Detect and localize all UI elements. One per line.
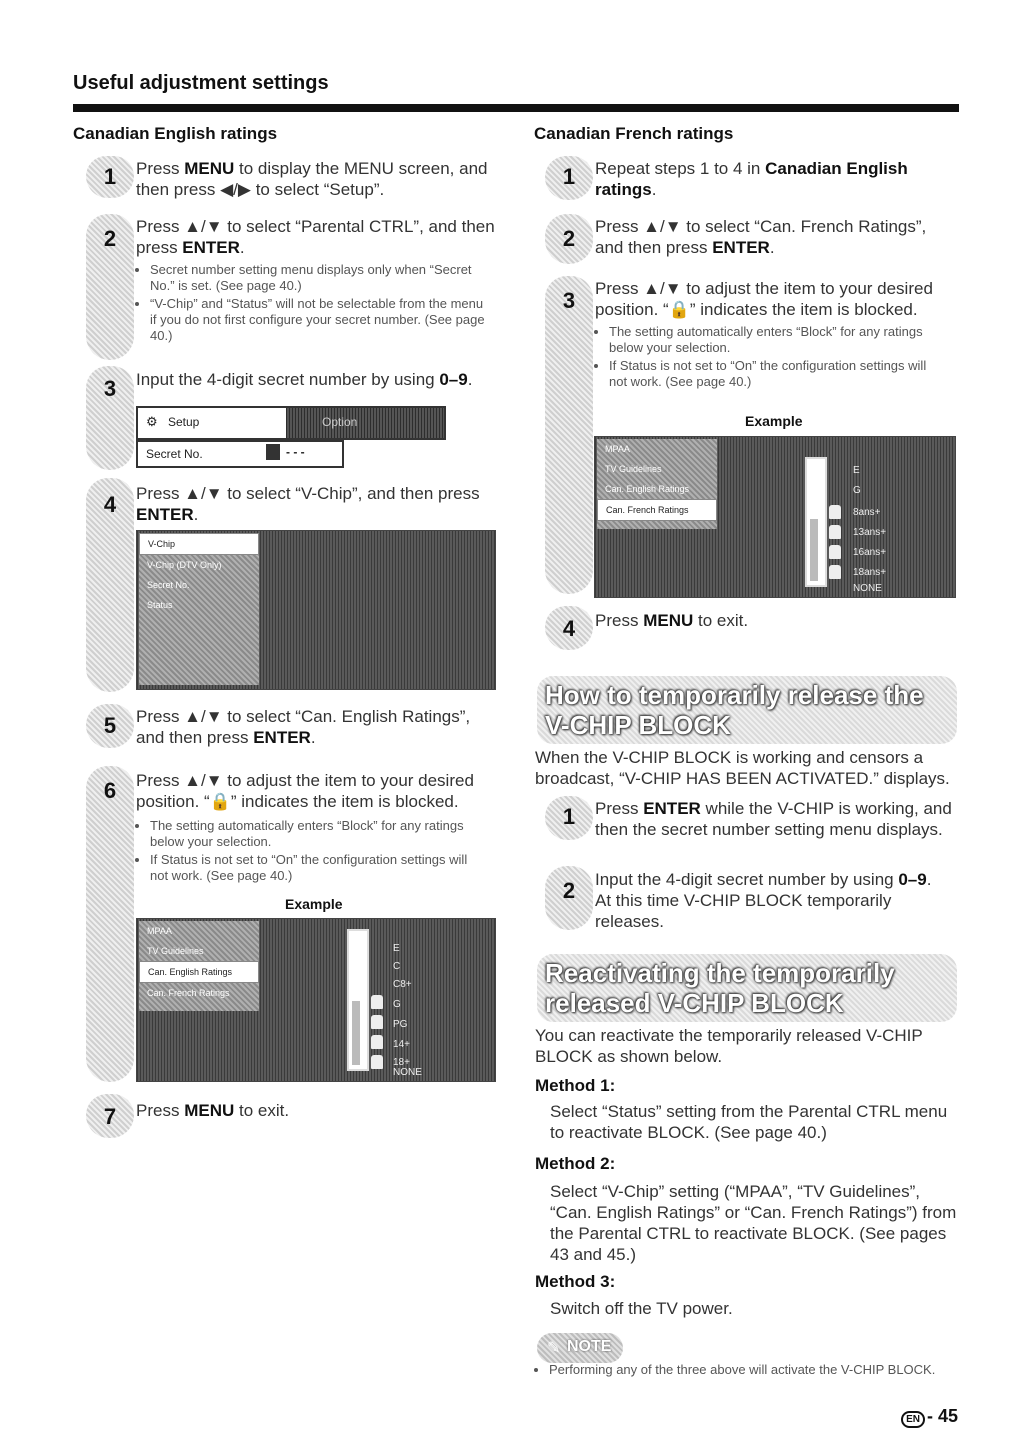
step-notes: • The setting automatically enters “Block” for any ratings below your selection. • If Status is not set to “On” the configuration settings will not work. (See page 40.) [136, 818, 488, 886]
secret-number-box [136, 440, 344, 468]
step-number: 4 [103, 492, 117, 517]
example-label: Example [285, 896, 343, 912]
rating-label: G [853, 485, 861, 496]
method-2-text: Select “V-Chip” setting (“MPAA”, “TV Guidelines”, “Can. English Ratings” or “Can. French Ratings”) from the Parental CTRL to reactivate BLOCK. (See pages 43 and 45.) [550, 1182, 957, 1264]
step-text: Repeat steps 1 to 4 in Canadian English ratings. [595, 159, 908, 199]
rating-label: 18+ [393, 1057, 410, 1068]
menu-item[interactable]: Can. French Ratings [597, 499, 717, 521]
method-3-text: Switch off the TV power. [550, 1299, 733, 1318]
step-text: Press MENU to exit. [595, 611, 749, 630]
lock-icon [371, 1035, 383, 1049]
vchip-menu-screen [136, 530, 496, 690]
secret-dashes: - - - [286, 445, 305, 459]
vchip-menu [139, 533, 259, 685]
menu-item[interactable]: Can. English Ratings [605, 484, 690, 494]
reactivate-banner [537, 954, 957, 1022]
lock-icon [829, 565, 841, 579]
menu-item[interactable]: Status [147, 600, 173, 610]
french-ratings-screen [594, 436, 956, 598]
option-label: Option [322, 415, 358, 429]
page-title: Useful adjustment settings [73, 72, 329, 94]
option-panel [286, 408, 444, 438]
step-text: Press ▲/▼ to adjust the item to your desired position. “🔒” indicates the item is blocked. [595, 279, 933, 319]
rating-label: 16ans+ [853, 547, 887, 558]
step-text: Press ▲/▼ to select “Parental CTRL”, and then press ENTER. [136, 217, 495, 257]
note-text: • Performing any of the three above will activate the V-CHIP BLOCK. [535, 1362, 955, 1380]
slider-fill [352, 1001, 360, 1065]
step-notes: • Secret number setting menu displays only when “Secret No.” is set. (See page 40.) • “V-Chip” and “Status” will not be selectable from the menu if you do not first configure your secret number. (See page 40.) [136, 262, 488, 346]
step-number: 7 [103, 1104, 117, 1129]
banner-title-line2: released V-CHIP BLOCK [545, 988, 844, 1018]
setup-icon: ⚙ [146, 414, 158, 429]
step-text: Press ▲/▼ to select “Can. French Ratings”, and then press ENTER. [595, 217, 927, 257]
menu-item[interactable]: V-Chip [139, 533, 259, 555]
note-icon: ✎ [547, 1340, 561, 1357]
slider-fill [810, 519, 818, 581]
rating-label: 14+ [393, 1039, 410, 1050]
release-banner [537, 676, 957, 744]
rating-slider[interactable] [347, 929, 369, 1071]
rating-label: C [393, 961, 401, 972]
step-number: 3 [103, 376, 117, 401]
step-text: Press MENU to exit. [136, 1101, 290, 1120]
step-notes: • The setting automatically enters “Block” for any ratings below your selection. • If Status is not set to “On” the configuration settings will not work. (See page 40.) [595, 324, 945, 392]
step-number: 2 [103, 226, 117, 251]
digit-cursor [266, 444, 280, 460]
method-1-title: Method 1: [535, 1076, 616, 1095]
lock-icon [829, 505, 841, 519]
rating-label: C8+ [393, 979, 412, 990]
step-text: Press MENU to display the MENU screen, and then press ◀/▶ to select “Setup”. [136, 159, 488, 199]
lock-icon [829, 525, 841, 539]
lock-icon [371, 1055, 383, 1069]
rating-label: NONE [853, 583, 882, 594]
note-badge [537, 1333, 623, 1363]
secret-label: Secret No. [146, 447, 203, 461]
method-2-title: Method 2: [535, 1154, 616, 1173]
step-number: 1 [103, 164, 117, 189]
banner-title-line2: V-CHIP BLOCK [545, 710, 731, 740]
menu-item[interactable]: MPAA [147, 926, 172, 936]
rating-label: E [853, 465, 860, 476]
section-title-english: Canadian English ratings [73, 124, 278, 143]
method-1-text: Select “Status” setting from the Parental CTRL menu to reactivate BLOCK. (See page 40.) [550, 1102, 948, 1142]
step-number: 1 [562, 804, 576, 829]
method-3-title: Method 3: [535, 1272, 616, 1291]
rating-label: G [393, 999, 401, 1010]
lock-icon [371, 1015, 383, 1029]
step-text: Press ▲/▼ to select “V-Chip”, and then press ENTER. [136, 484, 480, 524]
reactivate-intro: You can reactivate the temporarily released V-CHIP BLOCK as shown below. [535, 1026, 923, 1066]
header-rule [73, 104, 959, 112]
step-number: 1 [562, 164, 576, 189]
example-label: Example [745, 413, 803, 429]
ratings-menu [139, 921, 259, 1011]
step-text: Press ▲/▼ to adjust the item to your desired position. “🔒” indicates the item is blocked. [136, 771, 474, 811]
rating-label: 18ans+ [853, 567, 887, 578]
lang-badge: EN [901, 1411, 925, 1428]
setup-label: Setup [168, 415, 200, 429]
rating-label: PG [393, 1019, 408, 1030]
banner-title-line1: How to temporarily release the [545, 680, 924, 710]
step-number: 4 [562, 616, 576, 641]
step-number: 3 [562, 288, 576, 313]
lock-icon [829, 545, 841, 559]
section-title-french: Canadian French ratings [534, 124, 734, 143]
step-badge [86, 766, 134, 1082]
step-number: 2 [562, 226, 576, 251]
step-text: Press ENTER while the V-CHIP is working, and then the secret number setting menu displays. [595, 799, 952, 839]
menu-item[interactable]: Secret No. [147, 580, 190, 590]
rating-label: E [393, 943, 400, 954]
menu-item[interactable]: Can. French Ratings [147, 988, 230, 998]
step-text: Press ▲/▼ to select “Can. English Ratings”, and then press ENTER. [136, 707, 471, 747]
ratings-menu [597, 439, 717, 529]
menu-item[interactable]: TV Guidelines [147, 946, 204, 956]
rating-label: 8ans+ [853, 507, 881, 518]
step-number: 6 [103, 778, 117, 803]
page-number: EN - 45 [901, 1406, 958, 1428]
rating-slider[interactable] [805, 457, 827, 587]
lock-icon [371, 995, 383, 1009]
step-text: Input the 4-digit secret number by using 0–9. [136, 370, 473, 389]
banner-title-line1: Reactivating the temporarily [545, 958, 895, 988]
setup-screen [136, 406, 446, 440]
step-number: 5 [103, 713, 117, 738]
english-ratings-screen [136, 918, 496, 1082]
menu-item[interactable]: MPAA [605, 444, 630, 454]
rating-label: 13ans+ [853, 527, 887, 538]
release-intro: When the V-CHIP BLOCK is working and censors a broadcast, “V-CHIP HAS BEEN ACTIVATED.” displays. [535, 748, 950, 788]
step-number: 2 [562, 878, 576, 903]
rating-label: NONE [393, 1067, 422, 1078]
note-label: NOTE [567, 1338, 612, 1355]
menu-item[interactable]: V-Chip (DTV Only) [147, 560, 222, 570]
step-text: Input the 4-digit secret number by using 0–9. At this time V-CHIP BLOCK temporarily releases. [595, 870, 932, 931]
menu-item[interactable]: TV Guidelines [605, 464, 662, 474]
menu-item[interactable]: Can. English Ratings [139, 961, 259, 983]
step-badge [545, 276, 593, 594]
